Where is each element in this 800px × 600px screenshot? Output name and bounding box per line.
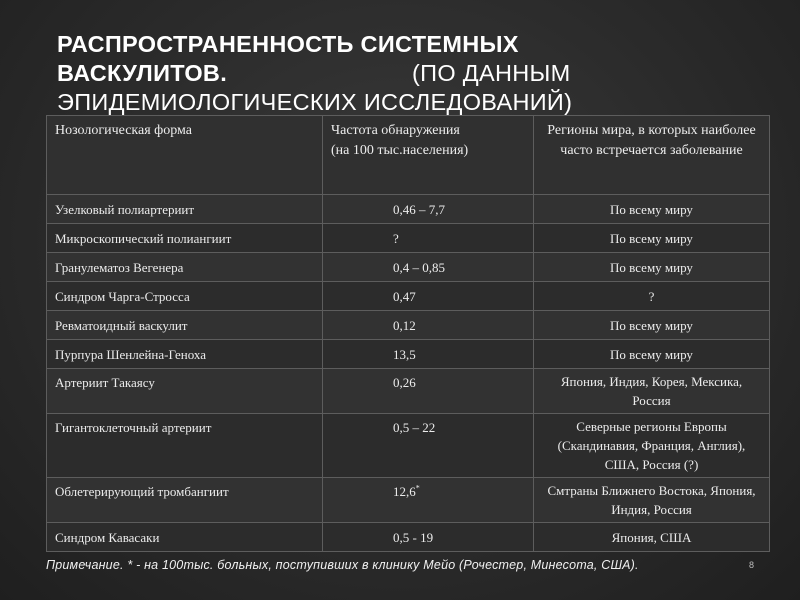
cell-name: Гигантоклеточный артериит <box>47 414 323 478</box>
cell-region: По всему миру <box>534 340 770 369</box>
cell-frequency: ? <box>323 224 534 253</box>
title-line-2-normal: (ПО ДАННЫМ <box>412 60 571 86</box>
frequency-value: 12,6 <box>393 484 416 499</box>
cell-region: По всему миру <box>534 224 770 253</box>
cell-region: Смтраны Ближнего Востока, Япония, Индия, Россия <box>534 478 770 523</box>
table-row <box>47 282 770 311</box>
cell-name: Облетерирующий тромбангиит <box>47 478 323 523</box>
cell-name: Синдром Кавасаки <box>47 523 323 552</box>
title-line-3: ЭПИДЕМИОЛОГИЧЕСКИХ ИССЛЕДОВАНИЙ) <box>57 89 573 115</box>
cell-frequency: 0,26 <box>323 369 534 414</box>
cell-name: Пурпура Шенлейна-Геноха <box>47 340 323 369</box>
header-frequency-line-1: Частота обнаружения <box>331 123 460 138</box>
table-row <box>47 195 770 224</box>
cell-name: Артериит Такаясу <box>47 369 323 414</box>
table-row <box>47 311 770 340</box>
table-row <box>47 224 770 253</box>
table-header-row <box>47 116 770 195</box>
table-row <box>47 414 770 478</box>
header-regions: Регионы мира, в которых наиболее часто встречается заболевание <box>534 116 770 195</box>
table-row <box>47 253 770 282</box>
cell-frequency: 0,5 – 22 <box>323 414 534 478</box>
cell-name: Узелковый полиартериит <box>47 195 323 224</box>
slide-title <box>57 30 777 117</box>
cell-frequency: 0,4 – 0,85 <box>323 253 534 282</box>
cell-region: По всему миру <box>534 195 770 224</box>
footnote: Примечание. * - на 100тыс. больных, поступивших в клинику Мейо (Рочестер, Минесота, США). <box>46 558 639 572</box>
cell-region: Северные регионы Европы (Скандинавия, Франция, Англия), США, Россия (?) <box>534 414 770 478</box>
table-row <box>47 340 770 369</box>
cell-frequency <box>323 478 534 523</box>
cell-frequency: 0,5 - 19 <box>323 523 534 552</box>
header-frequency <box>323 116 534 195</box>
cell-name: Гранулематоз Вегенера <box>47 253 323 282</box>
cell-name: Синдром Чарга-Стросса <box>47 282 323 311</box>
page-number: 8 <box>749 560 755 570</box>
cell-region: Япония, Индия, Корея, Мексика, Россия <box>534 369 770 414</box>
header-nosological-form: Нозологическая форма <box>47 116 323 195</box>
cell-region: По всему миру <box>534 253 770 282</box>
header-frequency-line-2: (на 100 тыс.населения) <box>331 143 469 158</box>
cell-frequency: 13,5 <box>323 340 534 369</box>
cell-name: Микроскопический полиангиит <box>47 224 323 253</box>
title-line-2-bold: ВАСКУЛИТОВ. <box>57 60 228 86</box>
cell-region: По всему миру <box>534 311 770 340</box>
cell-name: Ревматоидный васкулит <box>47 311 323 340</box>
footnote-mark: * <box>415 483 420 493</box>
table-row <box>47 523 770 552</box>
cell-frequency: 0,47 <box>323 282 534 311</box>
title-line-1: РАСПРОСТРАНЕННОСТЬ СИСТЕМНЫХ <box>57 31 519 57</box>
cell-frequency: 0,46 – 7,7 <box>323 195 534 224</box>
table-row <box>47 369 770 414</box>
cell-frequency: 0,12 <box>323 311 534 340</box>
cell-region: Япония, США <box>534 523 770 552</box>
prevalence-table <box>46 115 770 552</box>
cell-region: ? <box>534 282 770 311</box>
table-row <box>47 478 770 523</box>
